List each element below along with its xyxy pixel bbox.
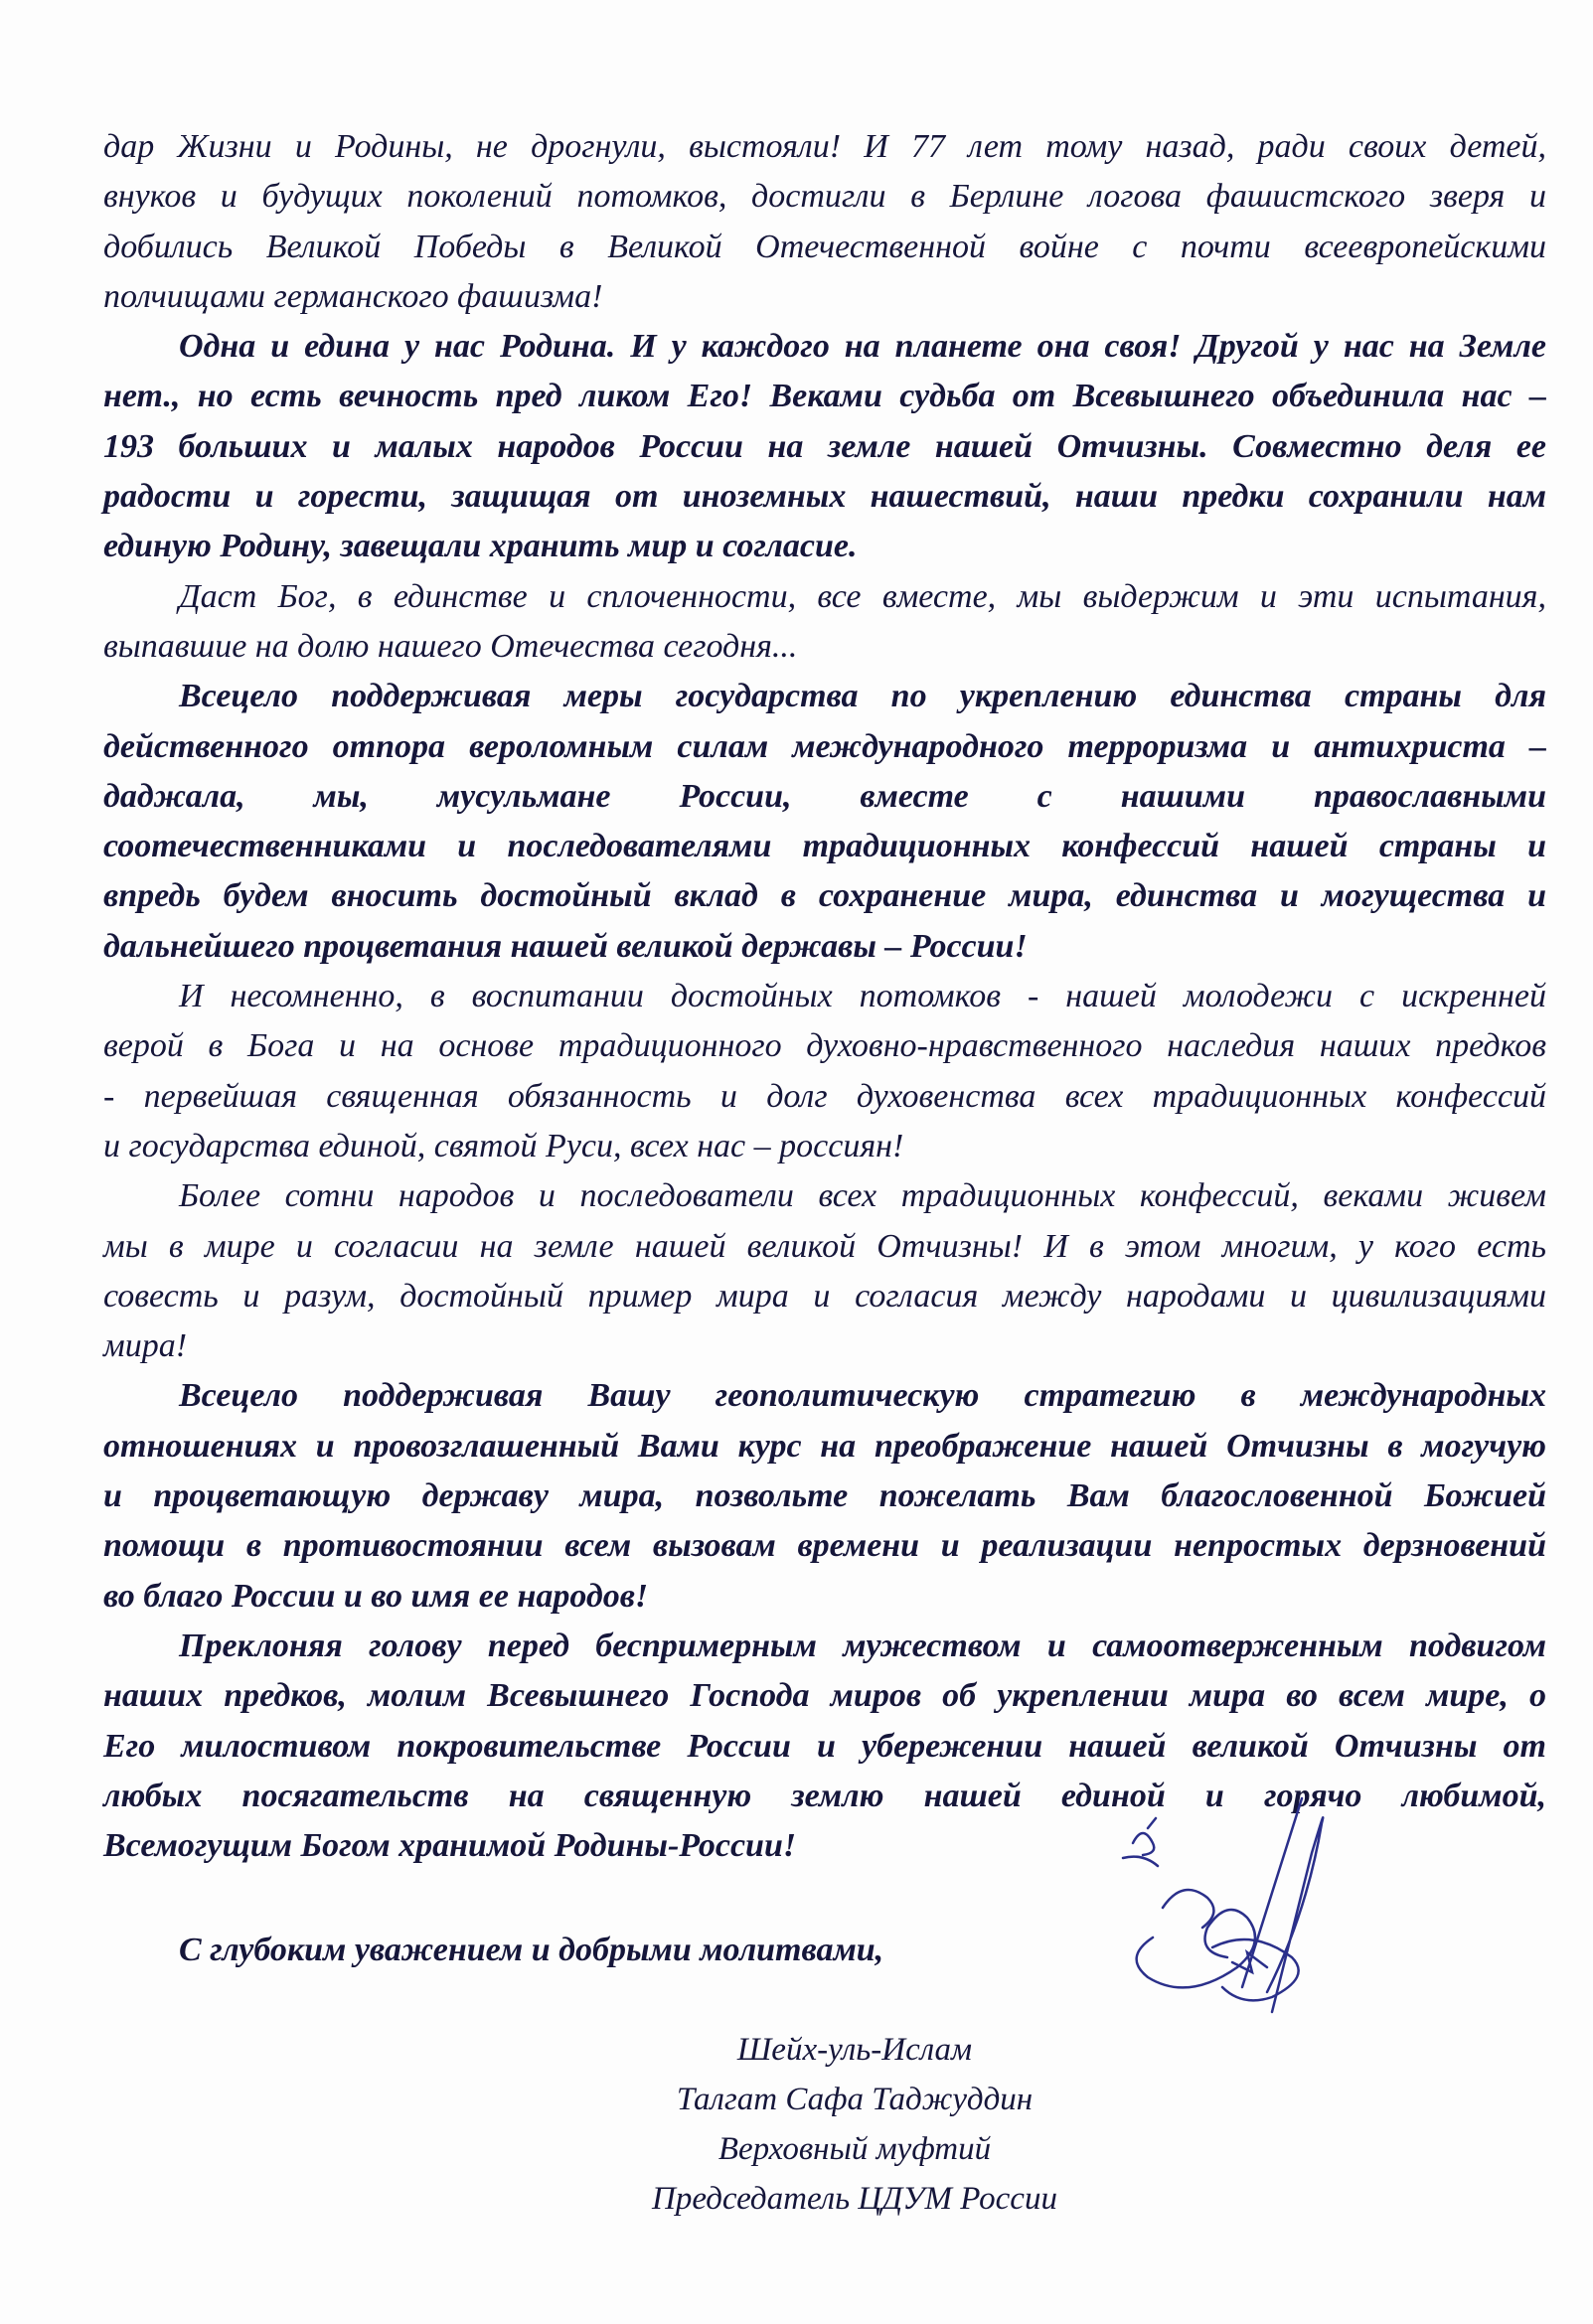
paragraph [103, 972, 1546, 1171]
text-line: и государства единой, святой Руси, всех нас – россиян! [103, 1127, 904, 1164]
text-line: 193 больших и малых народов России на земле нашей Отчизны. Совместно деля ее [103, 427, 1546, 465]
text-line: Одна и едина у нас Родина. И у каждого на планете она своя! Другой у нас на Земле [179, 328, 1546, 366]
text-line: выпавшие на долю нашего Отечества сегодня... [103, 627, 798, 665]
signatory-title: Шейх-уль-Ислам [736, 2032, 973, 2068]
text-line: отношениях и провозглашенный Вами курс на преображение нашей Отчизны в могучую [103, 1427, 1546, 1465]
text-line: даджала, мы, мусульмане России, вместе с нашими православными [103, 777, 1546, 815]
text-line: - первейшая священная обязанность и долг духовенства всех традиционных конфессий [103, 1077, 1546, 1115]
text-line: верой в Бога и на основе традиционного духовно-нравственного наследия наших предков [103, 1027, 1546, 1065]
paragraph [103, 122, 1546, 322]
text-line: соотечественниками и последователями традиционных конфессий нашей страны и [103, 828, 1546, 865]
text-line: помощи в противостоянии всем вызовам времени и реализации непростых дерзновений [103, 1527, 1546, 1565]
text-line: любых посягательств на священную землю нашей единой и горячо любимой, [103, 1777, 1546, 1814]
text-line: совесть и разум, достойный пример мира и согласия между народами и цивилизациями [103, 1277, 1546, 1315]
text-line: наших предков, молим Всевышнего Господа миров об укреплении мира во всем мире, о [103, 1677, 1546, 1715]
text-line: Даст Бог, в единстве и сплоченности, все вместе, мы выдержим и эти испытания, [179, 577, 1546, 615]
text-line: Преклоняя голову перед беспримерным мужеством и самоотверженным подвигом [179, 1627, 1546, 1664]
text-line: мы в мире и согласии на земле нашей великой Отчизны! И в этом многим, у кого есть [103, 1227, 1546, 1265]
text-line: дальнейшего процветания нашей великой державы – России! [103, 927, 1028, 965]
text-line: Его милостивом покровительстве России и убережении нашей великой Отчизны от [103, 1727, 1546, 1765]
text-line: добились Великой Победы в Великой Отечественной войне с почти всеевропейскими [103, 228, 1546, 265]
paragraph [103, 1171, 1546, 1371]
closing-line: С глубоким уважением и добрыми молитвами, [179, 1932, 884, 1968]
text-line: Более сотни народов и последователи всех традиционных конфессий, веками живем [179, 1177, 1546, 1215]
text-line: единую Родину, завещали хранить мир и согласие. [103, 528, 858, 565]
text-line: во благо России и во имя ее народов! [103, 1577, 649, 1615]
text-line: И несомненно, в воспитании достойных потомков - нашей молодежи с искренней [179, 978, 1546, 1015]
signatory-name: Талгат Сафа Таджуддин [676, 2082, 1034, 2117]
text-line: и процветающую державу мира, позвольте пожелать Вам благословенной Божией [103, 1477, 1546, 1515]
text-line: Всецело поддерживая Вашу геополитическую стратегию в международных [179, 1377, 1546, 1415]
text-line: нет., но есть вечность пред ликом Его! Веками судьба от Всевышнего объединила нас – [103, 378, 1546, 415]
signature [1093, 1788, 1391, 2047]
paragraph [103, 1371, 1546, 1621]
text-line: действенного отпора вероломным силам международного терроризма и антихриста – [103, 727, 1546, 765]
letter-body [103, 122, 1546, 1871]
paragraph [103, 572, 1546, 673]
text-line: мира! [103, 1327, 188, 1365]
text-line: радости и горести, защищая от иноземных нашествий, наши предки сохранили нам [103, 478, 1546, 516]
text-line: впредь будем вносить достойный вклад в сохранение мира, единства и могущества и [103, 877, 1546, 915]
paragraph [103, 672, 1546, 972]
text-line: полчищами германского фашизма! [103, 277, 603, 315]
signatory-office: Председатель ЦДУМ России [652, 2181, 1057, 2217]
text-line: Всецело поддерживая меры государства по укреплению единства страны для [179, 678, 1546, 715]
signatory-position: Верховный муфтий [717, 2131, 992, 2167]
text-line: внуков и будущих поколений потомков, достигли в Берлине логова фашистского зверя и [103, 178, 1546, 216]
paragraph [103, 322, 1546, 571]
signature-block [557, 2025, 1153, 2224]
text-line: дар Жизни и Родины, не дрогнули, выстояли! И 77 лет тому назад, ради своих детей, [103, 128, 1546, 165]
text-line: Всемогущим Богом хранимой Родины-России! [103, 1827, 797, 1865]
